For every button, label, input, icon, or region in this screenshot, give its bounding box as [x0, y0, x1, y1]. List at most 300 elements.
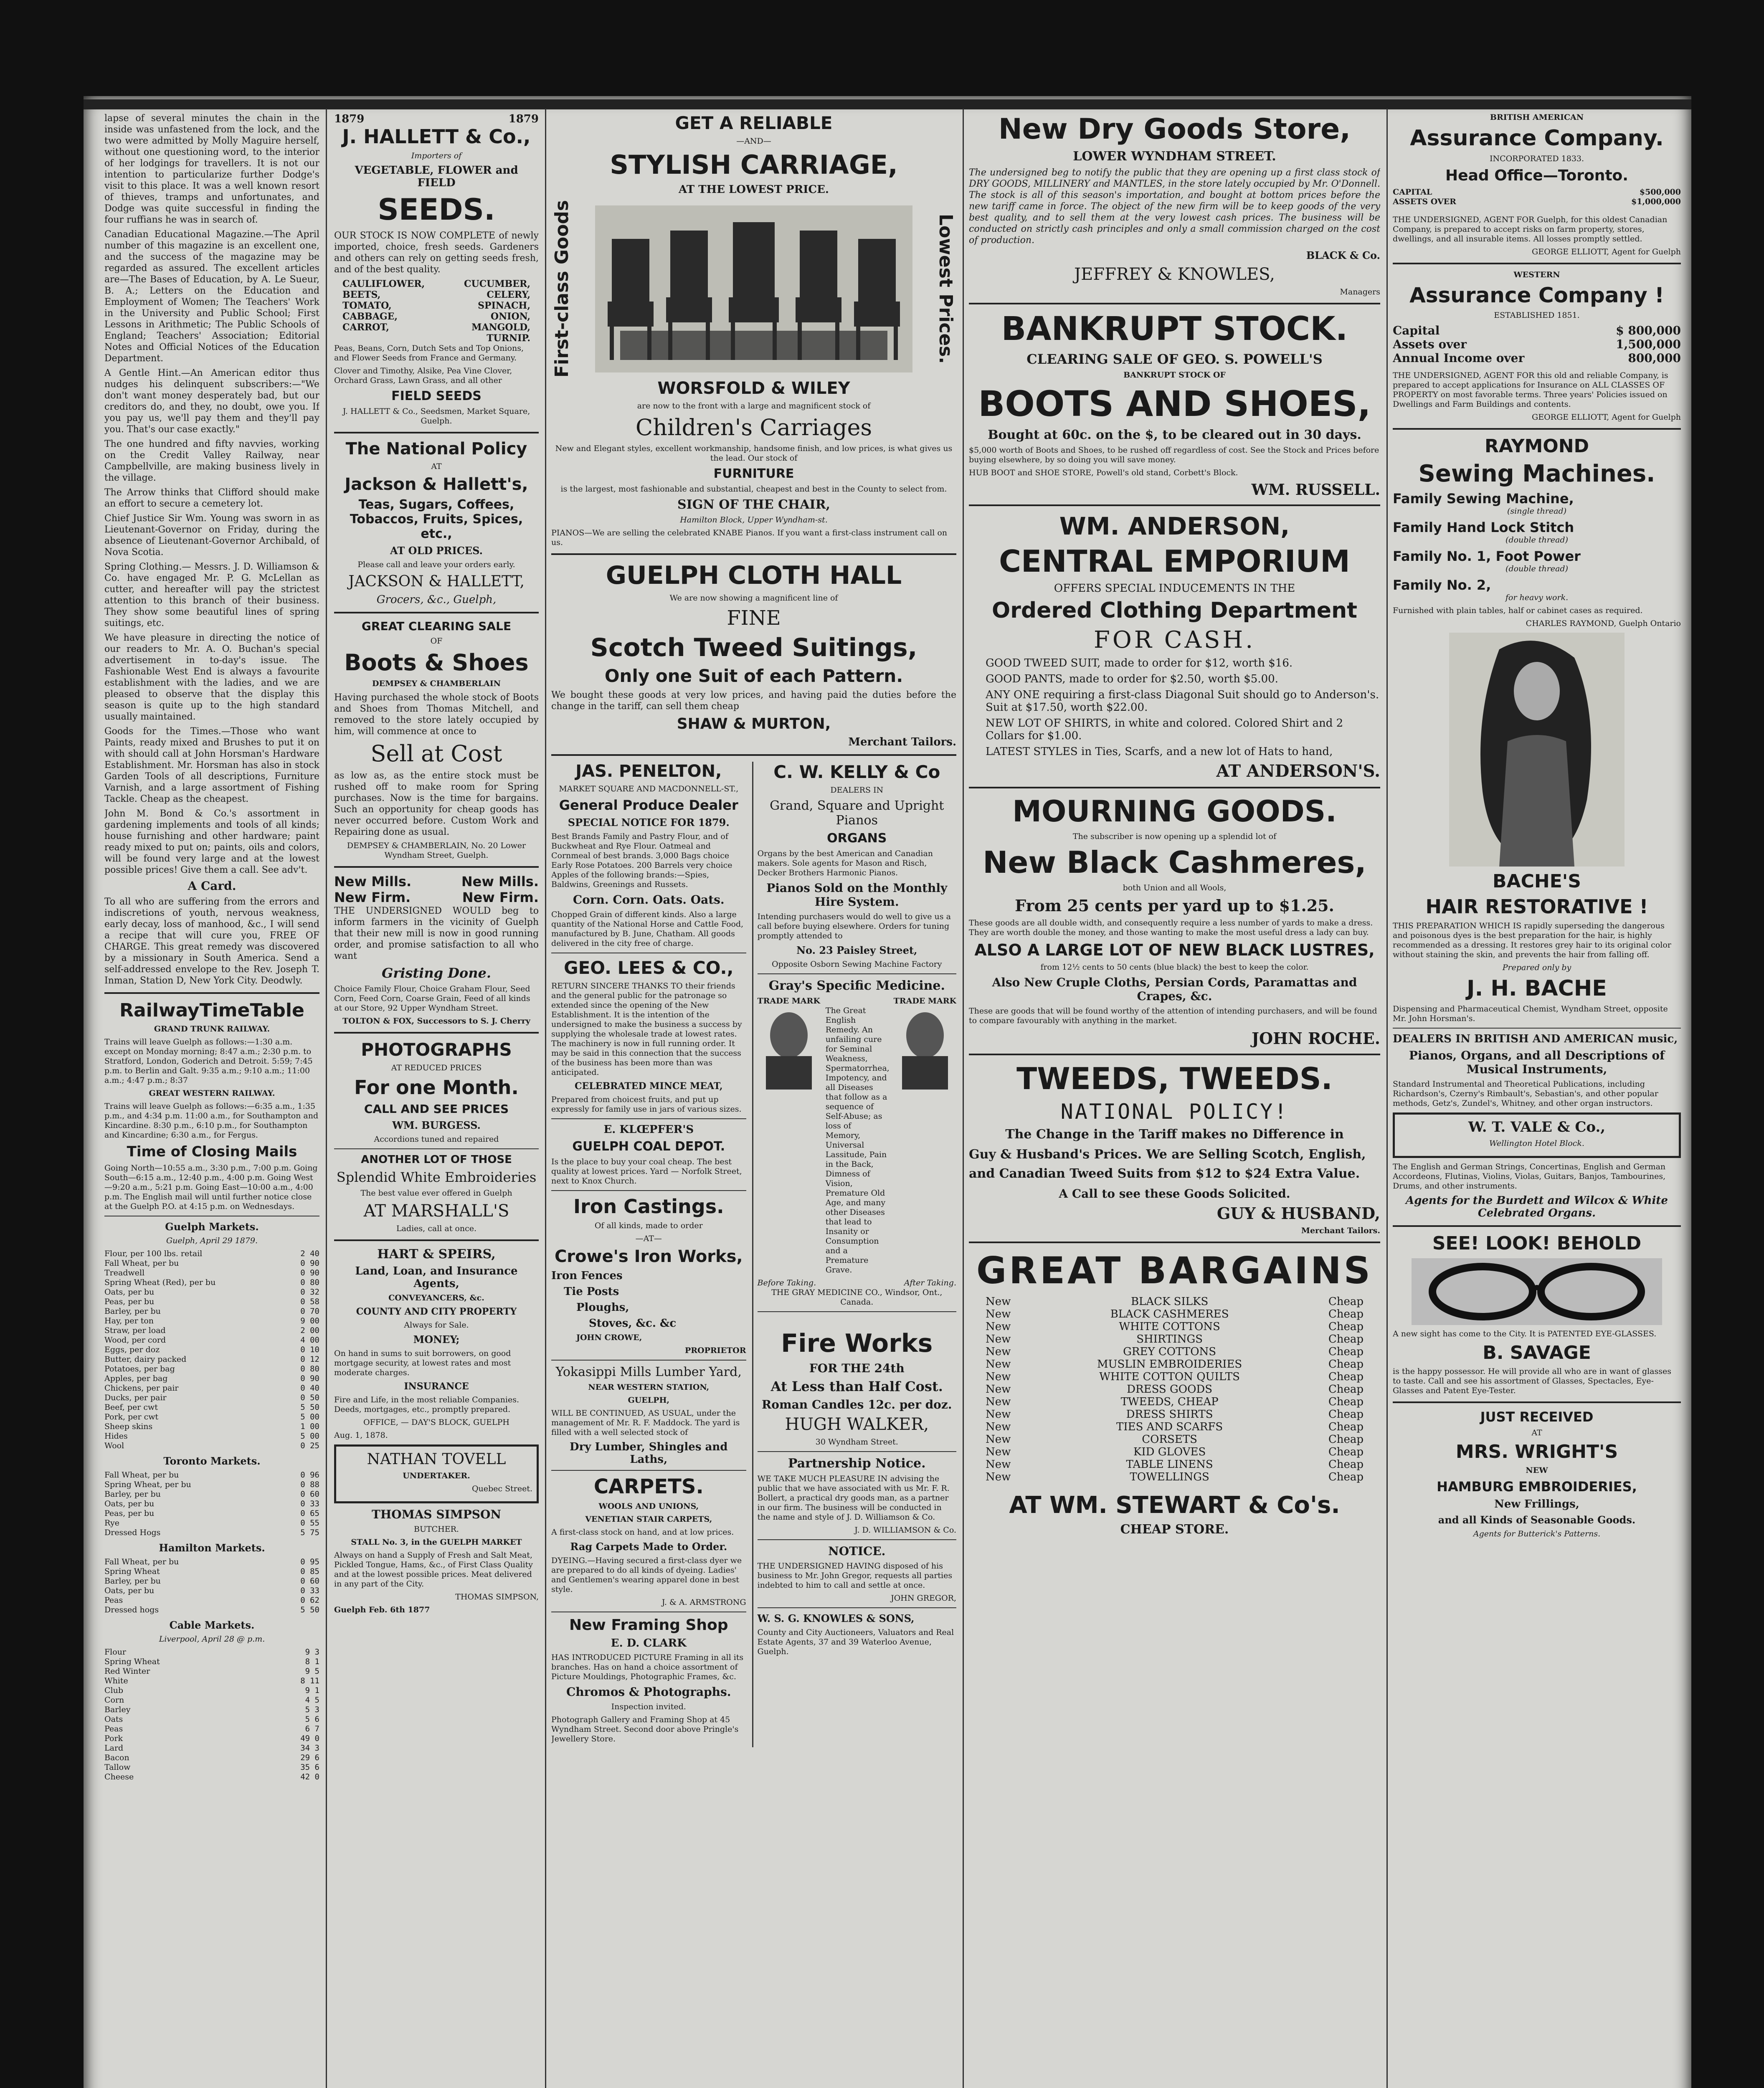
scotch-tweed: Scotch Tweed Suitings, — [590, 633, 917, 662]
inspection: Inspection invited. — [611, 1702, 686, 1711]
clark-text: HAS INTRODUCED PICTURE Framing in all its branches. Has on hand a choice assortment of Picture Mouldings, Photographic Frames, &c. — [551, 1653, 744, 1681]
market-item: Apples, per bag — [104, 1374, 168, 1383]
call-see-prices: CALL AND SEE PRICES — [364, 1102, 509, 1116]
call-solicited: A Call to see these Goods Solicited. — [1059, 1187, 1290, 1201]
market-item: Tallow — [104, 1763, 131, 1772]
market-price: 8 11 — [300, 1676, 319, 1685]
tolton-fox: TOLTON & FOX, Successors to S. J. Cherry — [342, 1016, 530, 1026]
market-price: 9 1 — [305, 1686, 319, 1695]
lees-text: RETURN SINCERE THANKS TO their friends and the general public for the patronage so extended since the opening of the New Establishment. It is the intention of the undersigned to make the business a success by supplying the wholesale trade at lowest rates. The machinery is now in full running order. It may be said in this connection that the success of the business has been more than was anticipated. — [551, 981, 742, 1077]
market-price: 0 33 — [300, 1499, 319, 1508]
established: ESTABLISHED 1851. — [1494, 311, 1580, 320]
jackson-hallett-sig: JACKSON & HALLETT, — [348, 573, 525, 590]
market-row — [104, 1667, 319, 1676]
wm-stewart: AT WM. STEWART & Co's. — [1009, 1492, 1340, 1519]
dempsey-text: Having purchased the whole stock of Boots and Shoes from Thomas Mitchell, and removed to the store lately occupied by him, will commence at once to — [334, 692, 539, 737]
market-row — [104, 1586, 319, 1596]
market-item: Barley — [104, 1705, 131, 1714]
notify-text: The undersigned beg to notify the public that they are opening up a first class stock of DRY GOODS, MILLINERY and MANTLES, in the store lately occupied by Mr. O'Donnell. The stock is all of this season's importation, and bought at bottom prices before the new tariff came in force. The object of the new firm will be to keep goods of the very best quality, and to sell them at the very lowest cash prices. The business will be conducted on strictly cash principles and only a small commission charged on the cost of production. — [969, 167, 1380, 246]
gregor-sig: JOHN GREGOR, — [891, 1594, 956, 1603]
market-item: Hay, per ton — [104, 1316, 154, 1325]
dyeing-text: DYEING.—Having secured a first-class dyer we are prepared to do all kinds of dyeing. Ladies' and Gentlemen's wearing apparel done in best style. — [551, 1556, 742, 1594]
capital-value: $ 800,000 — [1616, 324, 1681, 337]
market-price: 9 5 — [305, 1667, 319, 1676]
toronto-markets-table — [104, 1470, 319, 1538]
clearing-powell: CLEARING SALE OF GEO. S. POWELL'S — [1026, 351, 1323, 367]
near-western: NEAR WESTERN STATION, — [588, 1383, 710, 1392]
bargain-row — [969, 1346, 1380, 1358]
new-label: NEW — [1526, 1466, 1548, 1475]
flour-text: Choice Family Flour, Choice Graham Flour, Seed Corn, Feed Corn, Coarse Grain, Feed of all kinds at our Store, 92 Upper Wyndham Street. — [334, 984, 530, 1013]
market-price: 42 0 — [300, 1772, 319, 1781]
venetian-text: A first-class stock on hand, and at low prices. — [551, 1528, 734, 1537]
new-label: New — [986, 1471, 1011, 1483]
dry-lumber: Dry Lumber, Shingles and Laths, — [570, 1441, 728, 1466]
incorporated: INCORPORATED 1833. — [1489, 154, 1584, 163]
year-left: 1879 — [334, 113, 365, 125]
market-price: 0 40 — [300, 1384, 319, 1393]
bargain-item: DRESS SHIRTS — [1126, 1408, 1213, 1421]
showing-line: We are now showing a magnificent line of — [669, 593, 838, 603]
seed-item: BEETS, — [342, 289, 381, 300]
at-wright: AT — [1531, 1428, 1542, 1437]
bargain-row — [969, 1396, 1380, 1408]
all-kinds: Of all kinds, made to order — [594, 1221, 703, 1230]
bargain-item: TOWELLINGS — [1130, 1471, 1209, 1483]
market-price: 5 00 — [300, 1432, 319, 1441]
market-row — [104, 1763, 319, 1772]
elliott-sig: GEORGE ELLIOTT, Agent for Guelph — [1532, 247, 1681, 256]
pianos-note: PIANOS—We are selling the celebrated KNABE Pianos. If you want a first-class instrument call on us. — [551, 528, 948, 547]
market-price: 0 33 — [300, 1586, 319, 1595]
savage-text: is the happy possessor. He will provide all who are in want of glasses to taste. Call and see his assortment of Glasses, Spectacles, Eye-Glasses and Patent Eye-Tester. — [1393, 1367, 1671, 1395]
assurance-company: Assurance Company. — [1410, 126, 1664, 151]
produce-dealer: General Produce Dealer — [559, 797, 738, 813]
new-label: New — [986, 1408, 1011, 1421]
capital-value: 1,500,000 — [1616, 337, 1681, 351]
at-divider: —AT— — [635, 1234, 662, 1243]
market-row — [104, 1715, 319, 1724]
worsfold-wiley: WORSFOLD & WILEY — [657, 379, 850, 398]
market-price: 0 65 — [300, 1509, 319, 1518]
market-item: Fall Wheat, per bu — [104, 1557, 179, 1566]
seeds-title: SEEDS. — [378, 193, 495, 227]
hamburg-embroideries: HAMBURG EMBROIDERIES, — [1437, 1479, 1637, 1495]
machine-name: Family Sewing Machine, — [1393, 491, 1574, 507]
new-label: New — [986, 1458, 1011, 1471]
new-firm-2: New Firm. — [462, 889, 539, 905]
boots-and-shoes: BOOTS AND SHOES, — [978, 383, 1371, 424]
market-price: 5 75 — [300, 1528, 319, 1537]
cheap-label: Cheap — [1328, 1383, 1364, 1396]
new-styles: New and Elegant styles, excellent workmanship, handsome finish, and low prices, is what gives us the lead. Our stock of — [555, 444, 953, 463]
burgess-name: WM. BURGESS. — [392, 1119, 481, 1131]
capital-label: CAPITAL — [1393, 188, 1432, 197]
gallery-text: Photograph Gallery and Framing Shop at 45 Wyndham Street. Second door above Pringle's Jewellery Store. — [551, 1715, 739, 1743]
money-text: On hand in sums to suit borrowers, on good mortgage security, at lowest rates and most moderate charges. — [334, 1349, 511, 1377]
market-item: Sheep skins — [104, 1422, 153, 1431]
bought-60c: Bought at 60c. on the $, to be cleared out in 30 days. — [988, 428, 1361, 442]
machine-list — [1393, 491, 1681, 603]
market-item: Spring Wheat — [104, 1657, 160, 1666]
double-width: These goods are all double width, and consequently require a less number of yards to make a dress. They are worth double the money, and those wanting to make the most useful dress a lady can buy. — [969, 918, 1373, 937]
bought-line: We bought these goods at very low prices, and having paid the duties before the change in the tariff, can sell them cheap — [551, 690, 956, 712]
strings-text: The English and German Strings, Concertinas, English and German Accordeons, Flutinas, Violins, Violas, Guitars, Banjos, Tambourines, Drums, and other instruments. — [1393, 1162, 1666, 1191]
market-row — [104, 1743, 319, 1753]
one-month: For one Month. — [354, 1076, 519, 1099]
market-price: 1 00 — [300, 1422, 319, 1431]
feb-date: Guelph Feb. 6th 1877 — [334, 1605, 430, 1614]
bargain-row — [969, 1421, 1380, 1433]
market-item: Straw, per load — [104, 1326, 166, 1335]
capital-value: 800,000 — [1628, 351, 1681, 365]
assets-label: ASSETS OVER — [1393, 197, 1456, 206]
market-row — [104, 1499, 319, 1509]
insurance-label: INSURANCE — [404, 1381, 469, 1392]
sell-at-cost: Sell at Cost — [370, 740, 502, 767]
seasonable-goods: and all Kinds of Seasonable Goods. — [1438, 1514, 1636, 1526]
cable-markets-date: Liverpool, April 28 @ p.m. — [159, 1634, 265, 1644]
yokasippi-mills: Yokasippi Mills Lumber Yard, — [555, 1365, 742, 1379]
hamilton-block: Hamilton Block, Upper Wyndham-st. — [680, 515, 828, 525]
western-assurance: Assurance Company ! — [1409, 283, 1664, 307]
mails-title: Time of Closing Mails — [127, 1143, 297, 1160]
machine-note: for heavy work. — [1505, 593, 1569, 602]
market-item: Ducks, per pair — [104, 1393, 167, 1402]
market-row — [104, 1772, 319, 1782]
seed-item: TOMATO, — [342, 300, 392, 311]
white-embroideries: Splendid White Embroideries — [336, 1169, 537, 1185]
bargain-item: KID GLOVES — [1133, 1446, 1206, 1458]
new-label: New — [986, 1358, 1011, 1371]
market-item: Eggs, per doz — [104, 1345, 160, 1354]
british-american: BRITISH AMERICAN — [1490, 113, 1584, 122]
hint-notice: A Gentle Hint.—An American editor thus nudges his delinquent subscribers:—"We don't want money desperately bad, but our creditors do, and they, no doubt, owe you. If you pay us, we'll pay them and they'll pay you. That's our case exactly." — [104, 368, 319, 435]
hire-text: Intending purchasers would do well to give us a call before buying elsewhere. Orders for tuning promptly attended to — [757, 912, 951, 940]
clark-name: E. D. CLARK — [611, 1637, 687, 1650]
wellington-block: Wellington Hotel Block. — [1489, 1139, 1584, 1148]
carpets-title: CARPETS. — [593, 1475, 704, 1498]
new-label: New — [986, 1333, 1011, 1346]
from-25-cents: From 25 cents per yard up to $1.25. — [1015, 896, 1334, 915]
good-pants: GOOD PANTS, made to order for $2.50, worth $5.00. — [986, 673, 1278, 685]
market-square: MARKET SQUARE AND MACDONNELL-ST., — [559, 784, 739, 793]
see-look-behold: SEE! LOOK! BEHOLD — [1432, 1233, 1642, 1254]
agent-text: THE UNDERSIGNED, AGENT FOR Guelph, for this oldest Canadian Company, is prepared to accept risks on farm property, stores, dwellings, and all insurable items. All losses promptly settled. — [1393, 215, 1668, 243]
market-price: 0 80 — [300, 1278, 319, 1287]
market-row — [104, 1724, 319, 1734]
cloth-hall-title: GUELPH CLOTH HALL — [606, 561, 902, 590]
machine-note: (double thread) — [1505, 564, 1568, 573]
market-price: 0 10 — [300, 1345, 319, 1354]
new-mills: New Mills. — [334, 874, 412, 889]
ladies-call: Ladies, call at once. — [396, 1224, 477, 1233]
jackson-hallett: Jackson & Hallett's, — [345, 475, 528, 494]
best-value: The best value ever offered in Guelph — [360, 1188, 512, 1198]
mourning-goods: MOURNING GOODS. — [1012, 794, 1337, 829]
knowles-sons: W. S. G. KNOWLES & SONS, — [757, 1612, 915, 1624]
before-portrait — [758, 1006, 820, 1090]
money-label: MONEY; — [413, 1333, 460, 1346]
fire-works: Fire Works — [781, 1329, 933, 1358]
coal-text: Is the place to buy your coal cheap. The best quality at lowest prices. Yard — Norfolk Street, next to Knox Church. — [551, 1157, 742, 1186]
pianos-organs: Pianos, Organs, and all Descriptions of Musical Instruments, — [1409, 1049, 1665, 1076]
market-row — [104, 1278, 319, 1287]
column-3-right — [752, 762, 956, 1747]
bargain-item: DRESS GOODS — [1127, 1383, 1213, 1396]
hair-restorative: HAIR RESTORATIVE ! — [1425, 895, 1648, 918]
market-item: Oats, per bu — [104, 1499, 155, 1508]
knowles-text: County and City Auctioneers, Valuators and Real Estate Agents, 37 and 39 Waterloo Avenue, Guelph. — [757, 1628, 954, 1656]
stock-line: are now to the front with a large and magnificent stock of — [637, 401, 871, 411]
black-cashmeres: New Black Cashmeres, — [983, 845, 1366, 880]
market-item: Peas — [104, 1724, 123, 1733]
market-price: 4 00 — [300, 1335, 319, 1345]
column-1 — [104, 113, 319, 2088]
market-price: 0 55 — [300, 1518, 319, 1528]
cheap-label: Cheap — [1328, 1396, 1364, 1408]
cable-markets-title: Cable Markets. — [169, 1619, 255, 1631]
gwr-heading: GREAT WESTERN RAILWAY. — [149, 1089, 275, 1098]
western-agent-text: THE UNDERSIGNED, AGENT FOR this old and reliable Company, is prepared to accept applications for Insurance on ALL CLASSES OF PROPERTY on most favorable terms. Three years' Policies issued on Dwellings and Farm Buildings and contents. — [1393, 371, 1668, 409]
tariff-change: The Change in the Tariff makes no Difference in — [1005, 1127, 1344, 1142]
market-row — [104, 1695, 319, 1705]
capital-label: Assets over — [1393, 337, 1467, 351]
market-row — [104, 1490, 319, 1499]
card-text: To all who are suffering from the errors and indiscretions of youth, nervous weakness, early decay, loss of manhood, &c., I will send a recipe that will cure you, FREE OF CHARGE. This great remedy was discovered by a missionary in South America. Send a self-addressed envelope to the Rev. Joseph T. Inman, Station D, New York City. Deodwly. — [104, 897, 319, 986]
notice-title: NOTICE. — [828, 1544, 886, 1558]
jeffrey-knowles: JEFFREY & KNOWLES, — [1074, 265, 1275, 284]
wyndham-street: 30 Wyndham Street. — [815, 1437, 898, 1447]
hub-store: HUB BOOT and SHOE STORE, Powell's old stand, Corbett's Block. — [969, 468, 1238, 477]
furniture-label: FURNITURE — [713, 466, 794, 481]
capital-label: Annual Income over — [1393, 351, 1525, 365]
cheap-label: Cheap — [1328, 1433, 1364, 1446]
coal-depot: GUELPH COAL DEPOT. — [572, 1139, 725, 1154]
vegetable-seeds: VEGETABLE, FLOWER and FIELD — [355, 164, 518, 189]
market-price: 0 96 — [300, 1470, 319, 1480]
market-row — [104, 1326, 319, 1335]
first-class-goods: First-class Goods — [551, 200, 573, 378]
proprietor: PROPRIETOR — [684, 1346, 746, 1355]
market-row — [104, 1297, 319, 1307]
ordered-clothing: Ordered Clothing Department — [992, 598, 1357, 623]
cheap-label: Cheap — [1328, 1471, 1364, 1483]
capital-row — [1393, 351, 1681, 365]
and-label: —AND— — [736, 137, 771, 146]
market-row — [104, 1268, 319, 1278]
field-seeds: FIELD SEEDS — [391, 389, 482, 403]
bargain-item: GREY COTTONS — [1123, 1346, 1217, 1358]
guelph-markets-date: Guelph, April 29 1879. — [166, 1236, 258, 1245]
bargain-item: WHITE COTTONS — [1119, 1320, 1220, 1333]
market-price: 8 1 — [305, 1657, 319, 1666]
new-label: New — [986, 1371, 1011, 1383]
partnership-text: WE TAKE MUCH PLEASURE IN advising the public that we have associated with us Mr. F. R. Bollert, a practical dry goods man, as a partner in our firm. The business will be conducted in the name and style of J. D. Williamson & Co. — [757, 1474, 950, 1522]
market-price: 0 58 — [300, 1297, 319, 1306]
always-sale: Always for Sale. — [404, 1320, 469, 1330]
seed-item: CELERY, — [487, 289, 530, 300]
furnished-text: Furnished with plain tables, half or cabinet cases as required. — [1393, 606, 1643, 615]
market-row — [104, 1355, 319, 1364]
butterick-patterns: Agents for Butterick's Patterns. — [1473, 1529, 1601, 1538]
john-roche: JOHN ROCHE. — [1252, 1029, 1380, 1048]
new-mills-2: New Mills. — [461, 874, 539, 889]
cheap-label: Cheap — [1328, 1421, 1364, 1433]
will-text: WILL BE CONTINUED, AS USUAL, under the management of Mr. R. F. Maddock. The yard is filled with a well selected stock of — [551, 1409, 740, 1437]
market-price: 0 95 — [300, 1557, 319, 1566]
seed-row — [334, 311, 539, 322]
column-rule — [963, 109, 964, 2088]
cheap-label: Cheap — [1328, 1320, 1364, 1333]
importers-label: Importers of — [411, 151, 462, 160]
grocers-label: Grocers, &c., Guelph, — [376, 593, 497, 606]
seed-item: CUCUMBER, — [464, 279, 530, 289]
new-label: New — [986, 1446, 1011, 1458]
hugh-walker: HUGH WALKER, — [785, 1415, 929, 1434]
market-row — [104, 1335, 319, 1345]
column-2 — [334, 113, 539, 2088]
roman-candles: Roman Candles 12c. per doz. — [762, 1398, 952, 1411]
williamson-sig: J. D. WILLIAMSON & Co. — [854, 1525, 956, 1535]
spectacles-icon — [1412, 1258, 1662, 1325]
seed-row — [334, 333, 539, 344]
market-item: Club — [104, 1686, 124, 1695]
new-label: New — [986, 1308, 1011, 1320]
market-item: Hides — [104, 1432, 128, 1441]
teas-line: Teas, Sugars, Coffees, Tobaccos, Fruits, Spices, etc., — [350, 497, 523, 541]
great-bargains: GREAT BARGAINS — [976, 1249, 1373, 1292]
story-text: lapse of several minutes the chain in the inside was unfastened from the lock, and the two were admitted by Molly Maguire herself, without one questioning word, to the interior of her lodgings for travellers. It is not our intention to particularize further Dodge's visit to this place. It was a well known resort of thieves, tramps and unfortunates, and Dodge was quite successful in finding the four ruffians he was in search of. — [104, 113, 319, 225]
card-title: A Card. — [188, 879, 236, 893]
new-sight: A new sight has come to the City. It is PATENTED EYE-GLASSES. — [1393, 1329, 1657, 1338]
market-item: Pork — [104, 1734, 123, 1743]
corn-oats: Corn. Corn. Oats. Oats. — [573, 893, 725, 907]
market-row — [104, 1345, 319, 1355]
market-row — [104, 1432, 319, 1441]
rag-carpets: Rag Carpets Made to Order. — [570, 1541, 727, 1553]
good-tweed-suit: GOOD TWEED SUIT, made to order for $12, worth $16. — [986, 657, 1293, 669]
new-label: New — [986, 1346, 1011, 1358]
market-price: 5 6 — [305, 1715, 319, 1724]
seed-list — [334, 279, 539, 344]
market-price: 9 00 — [300, 1316, 319, 1325]
western-capital-table — [1393, 324, 1681, 365]
bargain-row — [969, 1471, 1380, 1483]
stall-label: STALL No. 3, in the GUELPH MARKET — [351, 1538, 522, 1547]
bargain-row — [969, 1433, 1380, 1446]
at-marshalls: AT MARSHALL'S — [363, 1201, 509, 1221]
capital-row — [1393, 337, 1681, 351]
pleasure-notice: We have pleasure in directing the notice of our readers to Mr. A. O. Buchan's special advertisement in to-day's issue. The Fashionable West End is always a favourite establishment with the ladies, and we are pleased to observe that the display this season is quite up to the high standard usually maintained. — [104, 633, 319, 722]
bargain-row — [969, 1358, 1380, 1371]
column-3 — [551, 113, 956, 2088]
spring-clothing-notice: Spring Clothing.— Messrs. J. D. Williamson & Co. have engaged Mr. P. G. McLellan as cutter, and hereafter will pay the strictest attention to this branch of their business. They show some beautiful lines of spring suitings, etc. — [104, 562, 319, 628]
arrow-notice: The Arrow thinks that Clifford should make an effort to secure a cemetery lot. — [104, 487, 319, 509]
seed-item: CARROT, — [342, 322, 389, 333]
new-label: New — [986, 1421, 1011, 1433]
special-text: Best Brands Family and Pastry Flour, and of Buckwheat and Rye Flour. Oatmeal and Cornmeal of best brands. 3,000 Bags choice Early Rose Potatoes. 200 Barrels very choice Apples of the following brands:—Spies, Baldwins, Greenings and Russets. — [551, 832, 732, 889]
latest-styles: LATEST STYLES in Ties, Scarfs, and a new lot of Hats to hand, — [986, 745, 1333, 758]
market-price: 2 40 — [300, 1249, 319, 1258]
county-property: COUNTY AND CITY PROPERTY — [356, 1306, 517, 1317]
john-crowe: JOHN CROWE, — [576, 1333, 642, 1342]
at-andersons: AT ANDERSON'S. — [1216, 761, 1380, 781]
b-savage: B. SAVAGE — [1483, 1342, 1591, 1363]
tweeds-title: TWEEDS, TWEEDS. — [1016, 1061, 1333, 1096]
quebec-street: Quebec Street. — [471, 1484, 532, 1493]
bargain-item: CORSETS — [1142, 1433, 1197, 1446]
lees-name: GEO. LEES & CO., — [564, 958, 734, 978]
at-label: AT — [431, 462, 442, 471]
sewing-machines: Sewing Machines. — [1418, 460, 1655, 487]
bargain-list — [969, 1295, 1380, 1483]
market-item: White — [104, 1676, 128, 1685]
gtr-heading: GRAND TRUNK RAILWAY. — [154, 1024, 270, 1034]
market-item: Flour — [104, 1647, 127, 1657]
bargain-row — [969, 1371, 1380, 1383]
bargain-item: TWEEDS, CHEAP — [1120, 1396, 1219, 1408]
guelph-markets-title: Guelph Markets. — [165, 1221, 259, 1233]
stall-text: Always on hand a Supply of Fresh and Salt Meat, Pickled Tongue, Hams, &c., of First Class Quality and at the lowest possible prices. Meat delivered in any part of the City. — [334, 1551, 533, 1589]
seed-item: SPINACH, — [478, 300, 530, 311]
conveyancers: CONVEYANCERS, &c. — [388, 1293, 484, 1302]
after-taking: After Taking. — [904, 1278, 956, 1287]
undertaker-label: UNDERTAKER. — [403, 1471, 470, 1480]
cheap-label: Cheap — [1328, 1458, 1364, 1471]
seed-item: CAULIFLOWER, — [342, 279, 425, 289]
kelly-name: C. W. KELLY & Co — [773, 762, 940, 782]
market-price: 0 62 — [300, 1596, 319, 1605]
guy-prices: Guy & Husband's Prices. We are Selling Scotch, English, and Canadian Tweed Suits from $12 to $24 Extra Value. — [969, 1147, 1366, 1181]
market-item: Corn — [104, 1695, 124, 1705]
stoves: Stoves, &c. &c — [589, 1317, 677, 1330]
seed-item: ONION, — [490, 311, 530, 322]
gtr-text: Trains will leave Guelph as follows:—1:30 a.m. except on Monday morning; 8:47 a.m.; 2:30 p.m. to Stratford, London, Goderich and Detroit. 5:59; 7:45 p.m. to Berlin and Galt. 9:35 a.m.; 9:10 a.m.; 11:00 a.m.; 4:47 p.m.; 8:37 — [104, 1037, 313, 1085]
offers-special: OFFERS SPECIAL INDUCEMENTS IN THE — [1054, 582, 1295, 595]
market-row — [104, 1705, 319, 1715]
seed-row — [334, 279, 539, 289]
fine-label: FINE — [727, 606, 781, 630]
market-row — [104, 1686, 319, 1695]
hamilton-markets-title: Hamilton Markets. — [159, 1542, 265, 1554]
market-price: 0 12 — [300, 1355, 319, 1364]
bargain-row — [969, 1308, 1380, 1320]
market-item: Pork, per cwt — [104, 1412, 159, 1422]
stylish-carriage: STYLISH CARRIAGE, — [610, 150, 898, 180]
dempsey-signature: DEMPSEY & CHAMBERLAIN, No. 20 Lower Wyndham Street, Guelph. — [347, 841, 526, 860]
market-item: Peas — [104, 1596, 123, 1605]
another-lot: ANOTHER LOT OF THOSE — [361, 1153, 512, 1166]
iron-castings: Iron Castings. — [573, 1195, 724, 1218]
cheap-label: Cheap — [1328, 1408, 1364, 1421]
market-row — [104, 1753, 319, 1763]
hart-speirs: HART & SPEIRS, — [377, 1247, 496, 1262]
dealers-in: DEALERS IN — [830, 786, 884, 795]
bargain-row — [969, 1408, 1380, 1421]
column-3-left — [551, 762, 746, 1747]
ploughs: Ploughs, — [576, 1301, 629, 1314]
bankrupt-stock: BANKRUPT STOCK. — [1001, 310, 1348, 348]
seed-row — [334, 300, 539, 311]
market-price: 9 3 — [305, 1647, 319, 1657]
vale-name: W. T. VALE & Co., — [1468, 1119, 1606, 1135]
simpson-signature: THOMAS SIMPSON, — [455, 1592, 539, 1601]
new-label: New — [986, 1383, 1011, 1396]
column-rule — [326, 109, 327, 2088]
gristing-done: Gristing Done. — [382, 965, 491, 981]
monthly-hire: Pianos Sold on the Monthly Hire System. — [766, 881, 948, 909]
